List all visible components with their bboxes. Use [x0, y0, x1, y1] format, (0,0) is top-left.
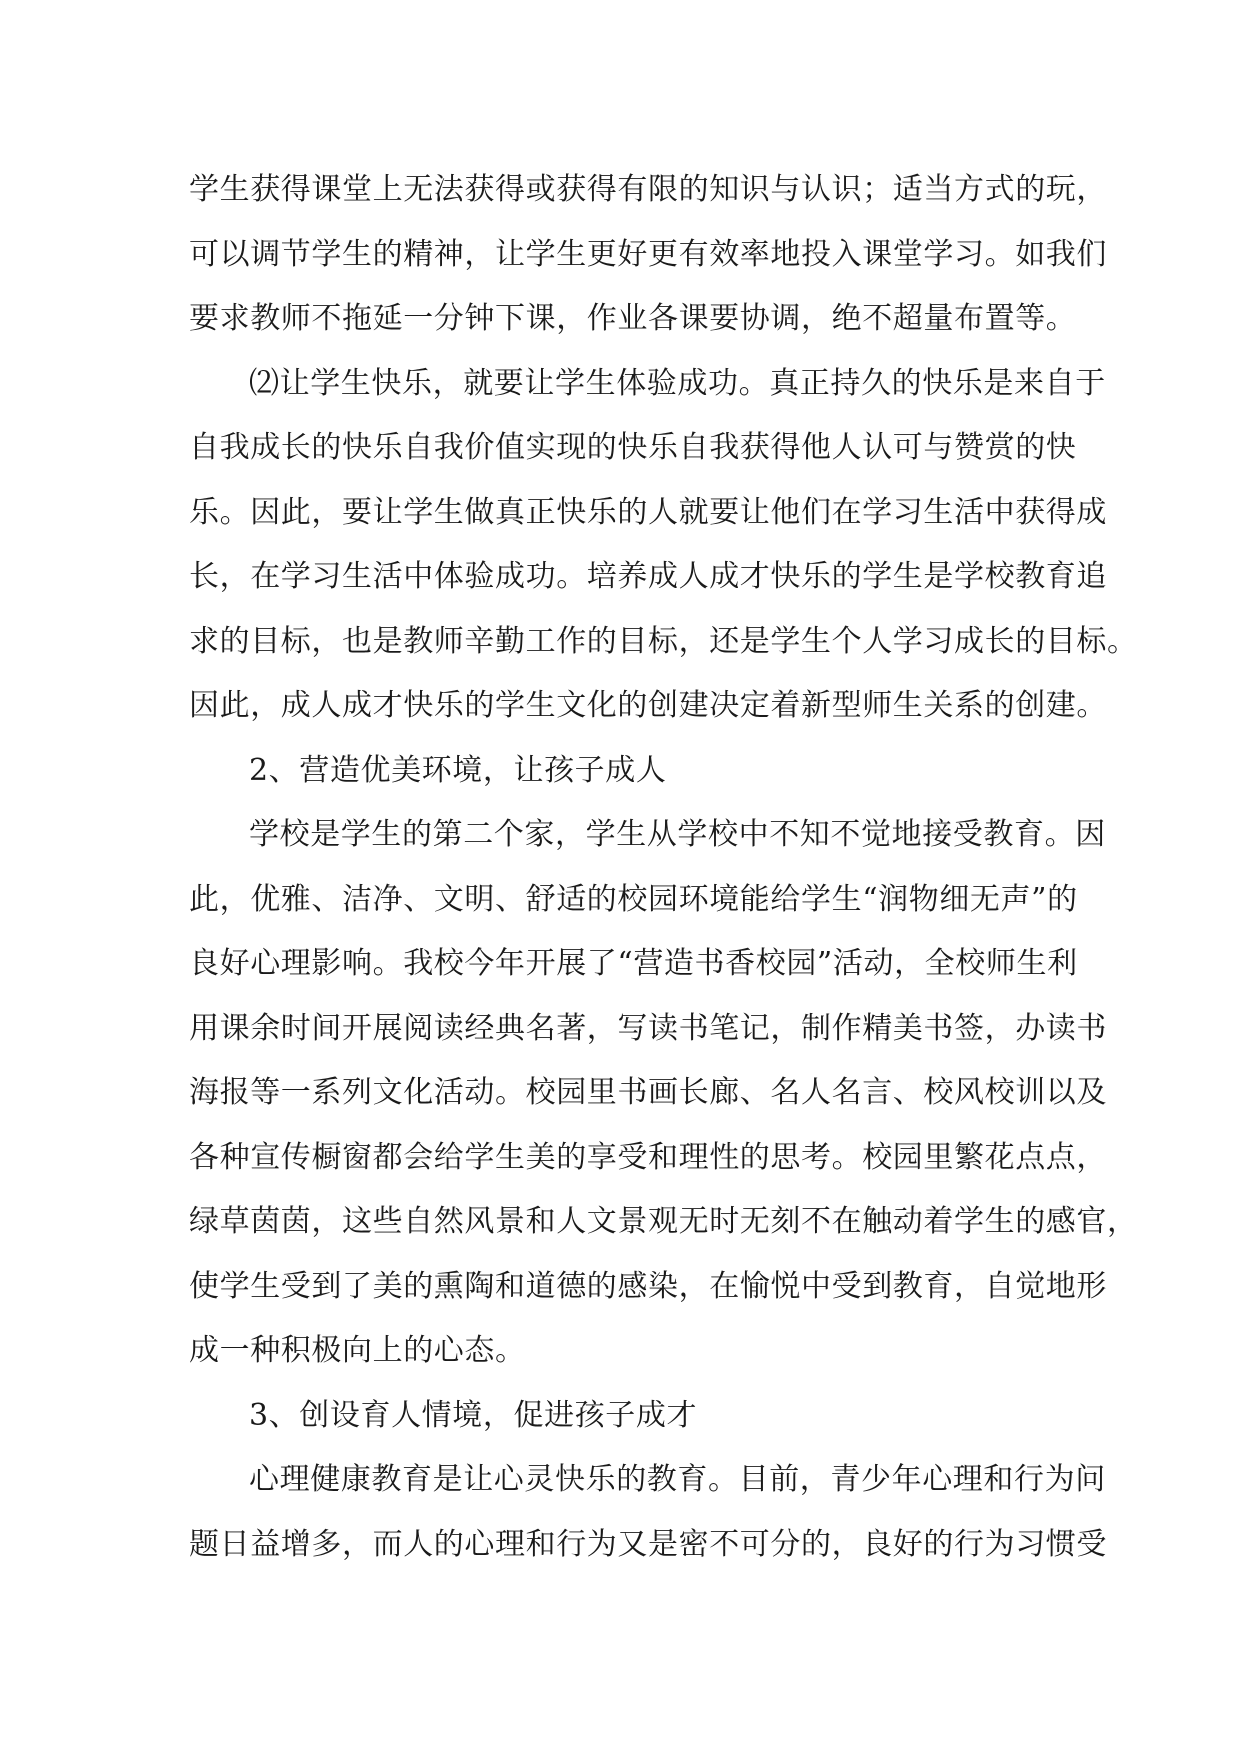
text-line: 长，在学习生活中体验成功。培养成人成才快乐的学生是学校教育追: [189, 559, 1107, 594]
text-line: 要求教师不拖延一分钟下课，作业各课要协调，绝不超量布置等。: [189, 301, 1077, 336]
text-line: 因此，成人成才快乐的学生文化的创建决定着新型师生关系的创建。: [189, 688, 1107, 723]
text-line: 乐。因此，要让学生做真正快乐的人就要让他们在学习生活中获得成: [189, 494, 1107, 530]
text-line: 良好心理影响。我校今年开展了“营造书香校园”活动，全校师生利: [189, 946, 1078, 981]
text-line: 学生获得课堂上无法获得或获得有限的知识与认识；适当方式的玩，: [189, 172, 1107, 207]
text-line: 成一种积极向上的心态。: [189, 1333, 526, 1368]
text-line: 海报等一系列文化活动。校园里书画长廊、名人名言、校风校训以及: [189, 1075, 1107, 1110]
text-line: 2、营造优美环境，让孩子成人: [249, 752, 667, 788]
text-line: 使学生受到了美的熏陶和道德的感染，在愉悦中受到教育，自觉地形: [189, 1268, 1107, 1304]
text-line: 心理健康教育是让心灵快乐的教育。目前，青少年心理和行为问: [249, 1462, 1106, 1497]
text-line: 此，优雅、洁净、文明、舒适的校园环境能给学生“润物细无声”的: [189, 881, 1078, 917]
text-line: 各种宣传橱窗都会给学生美的享受和理性的思考。校园里繁花点点，: [189, 1139, 1107, 1175]
text-line: 用课余时间开展阅读经典名著，写读书笔记，制作精美书签，办读书: [189, 1010, 1107, 1046]
text-line: 题日益增多，而人的心理和行为又是密不可分的，良好的行为习惯受: [189, 1526, 1107, 1562]
text-line: 绿草茵茵，这些自然风景和人文景观无时无刻不在触动着学生的感官，: [189, 1204, 1138, 1239]
text-line: 3、创设育人情境，促进孩子成才: [249, 1397, 698, 1433]
text-line: 求的目标，也是教师辛勤工作的目标，还是学生个人学习成长的目标。: [189, 623, 1138, 659]
body-text: [189, 158, 1138, 1577]
text-line: 学校是学生的第二个家，学生从学校中不知不觉地接受教育。因: [249, 817, 1106, 852]
text-line: 自我成长的快乐自我价值实现的快乐自我获得他人认可与赞赏的快: [189, 430, 1077, 465]
text-line: 可以调节学生的精神，让学生更好更有效率地投入课堂学习。如我们: [189, 236, 1107, 272]
text-line: ⑵让学生快乐，就要让学生体验成功。真正持久的快乐是来自于: [249, 365, 1106, 401]
